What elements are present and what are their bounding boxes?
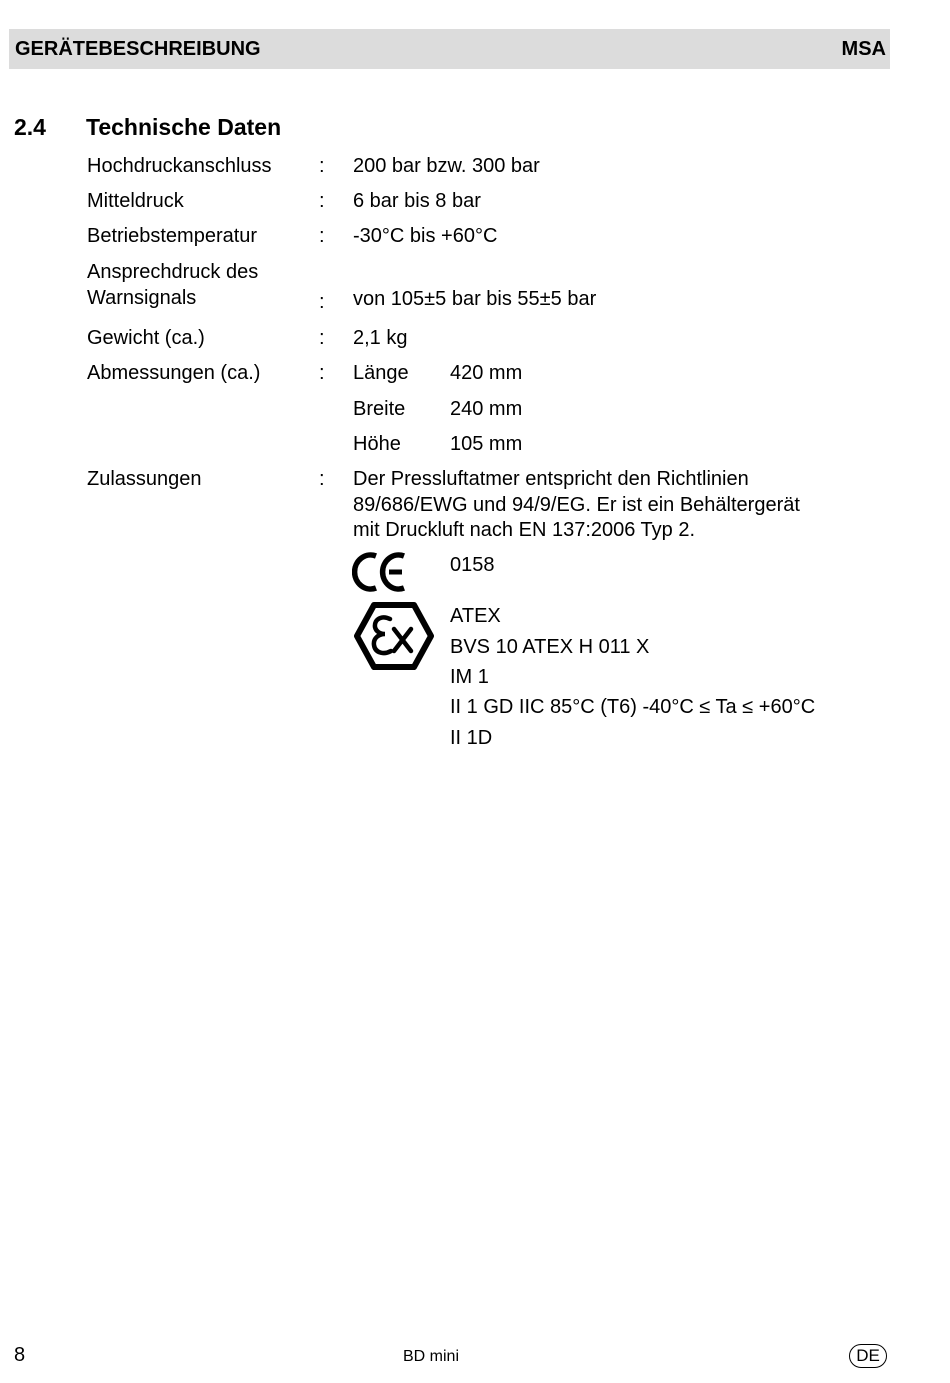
dim-breite-label: Breite <box>353 398 406 420</box>
zulassungen-text-line1: Der Pressluftatmer entspricht den Richtlinien <box>353 468 749 490</box>
dim-breite-value: 240 mm <box>450 398 523 420</box>
spec-value-hochdruck: 200 bar bzw. 300 bar <box>353 155 540 177</box>
spec-colon: : <box>319 468 325 490</box>
spec-colon: : <box>319 155 325 177</box>
spec-value-mitteldruck: 6 bar bis 8 bar <box>353 190 481 212</box>
section-number: 2.4 <box>14 114 46 140</box>
section-title: Technische Daten <box>86 114 282 140</box>
spec-colon: : <box>319 190 325 212</box>
zulassungen-text-line3: mit Druckluft nach EN 137:2006 Typ 2. <box>353 519 696 541</box>
atex-line: II 1D <box>450 727 493 749</box>
dim-laenge-label: Länge <box>353 362 409 384</box>
dim-hoehe-value: 105 mm <box>450 433 523 455</box>
ce-mark-icon <box>352 550 412 594</box>
spec-colon: : <box>319 225 325 247</box>
spec-label-ansprechdruck-2: Warnsignals <box>87 287 197 309</box>
dim-laenge-value: 420 mm <box>450 362 523 384</box>
spec-label-ansprechdruck-1: Ansprechdruck des <box>87 261 259 283</box>
language-badge: DE <box>849 1344 887 1368</box>
atex-line: BVS 10 ATEX H 011 X <box>450 636 650 658</box>
header-brand: MSA <box>841 38 886 60</box>
header-title: GERÄTEBESCHREIBUNG <box>15 38 261 60</box>
spec-label-hochdruck: Hochdruckanschluss <box>87 155 272 177</box>
page-number: 8 <box>14 1344 26 1366</box>
spec-value-gewicht: 2,1 kg <box>353 327 408 349</box>
page-header <box>9 29 890 69</box>
dim-hoehe-label: Höhe <box>353 433 401 455</box>
atex-line: ATEX <box>450 605 501 627</box>
spec-label-zulassungen: Zulassungen <box>87 468 202 490</box>
spec-value-ansprechdruck: von 105±5 bar bis 55±5 bar <box>353 288 597 310</box>
document-name: BD mini <box>403 1348 460 1365</box>
spec-colon: : <box>319 327 325 349</box>
spec-colon: : <box>319 362 325 384</box>
spec-label-gewicht: Gewicht (ca.) <box>87 327 205 349</box>
spec-value-temperatur: -30°C bis +60°C <box>353 225 498 247</box>
atex-line: IM 1 <box>450 666 489 688</box>
zulassungen-text-line2: 89/686/EWG und 94/9/EG. Er ist ein Behältergerät <box>353 494 800 516</box>
spec-label-abmessungen: Abmessungen (ca.) <box>87 362 261 384</box>
spec-label-temperatur: Betriebstemperatur <box>87 225 258 247</box>
spec-colon: : <box>319 291 325 313</box>
spec-label-mitteldruck: Mitteldruck <box>87 190 184 212</box>
atex-line: II 1 GD IIC 85°C (T6) -40°C ≤ Ta ≤ +60°C <box>450 696 816 718</box>
ce-number: 0158 <box>450 554 495 576</box>
ex-hexagon-icon <box>353 601 435 671</box>
